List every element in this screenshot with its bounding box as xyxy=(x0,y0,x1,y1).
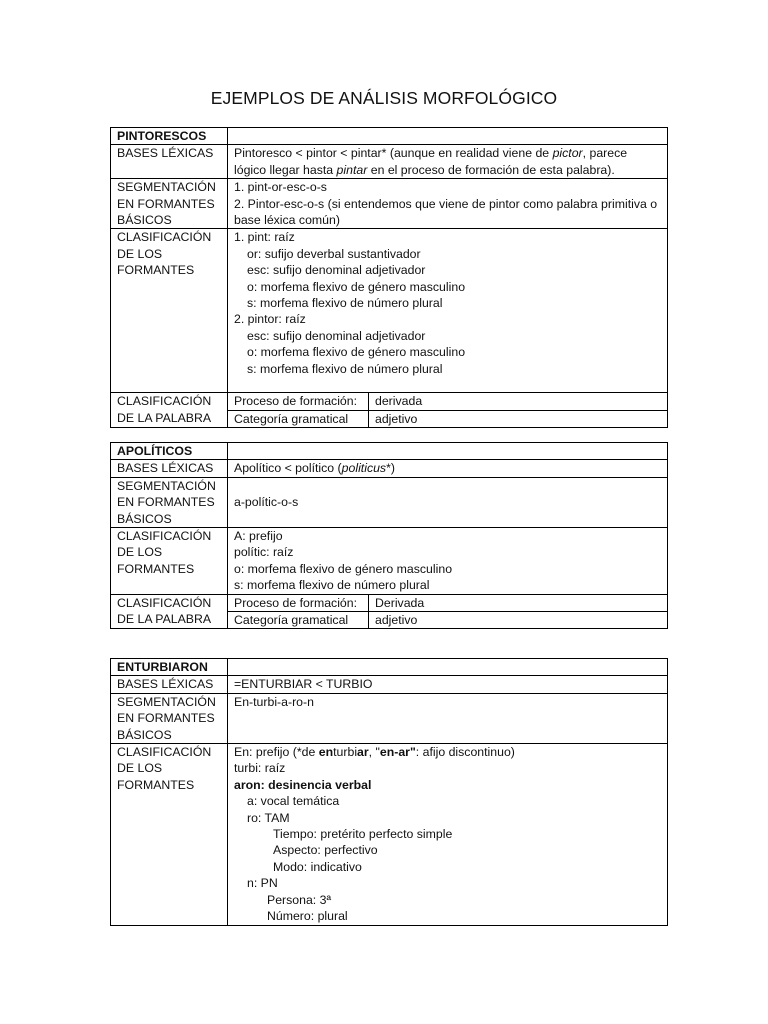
text-line: s: morfema flexivo de número plural xyxy=(247,296,443,311)
table-row xyxy=(228,393,667,410)
text-run: En: prefijo (*de xyxy=(234,745,319,760)
row-label: BASES LÉXICAS xyxy=(111,676,228,693)
page-title: EJEMPLOS DE ANÁLISIS MORFOLÓGICO xyxy=(210,88,558,108)
word-heading: ENTURBIARON xyxy=(111,659,228,676)
row-label: CLASIFICACIÓN DE LOS FORMANTES xyxy=(111,744,228,925)
row-label: BASES LÉXICAS xyxy=(111,460,228,477)
empty-cell xyxy=(228,659,668,676)
table-row xyxy=(111,393,668,428)
table-row xyxy=(111,145,668,179)
text-line: Persona: 3ª xyxy=(267,892,332,907)
formantes-cell xyxy=(228,528,668,595)
text-line: o: morfema flexivo de género masculino xyxy=(234,561,453,576)
text-line: a: vocal temática xyxy=(247,794,340,809)
text-line: 2. pintor: raíz xyxy=(234,312,306,327)
categoria-label: Categoría gramatical xyxy=(228,612,369,629)
text-run: turbi xyxy=(333,745,358,760)
table-row xyxy=(111,594,668,629)
empty-cell xyxy=(228,128,668,145)
row-label: CLASIFICACIÓN DE LOS FORMANTES xyxy=(111,528,228,595)
text-run: en xyxy=(318,745,334,760)
word-classification-table xyxy=(228,393,667,427)
table-row xyxy=(111,229,668,393)
text-line: Modo: indicativo xyxy=(273,859,362,874)
text-line: o: morfema flexivo de género masculino xyxy=(247,279,466,294)
proceso-value: Derivada xyxy=(375,595,425,610)
row-label: CLASIFICACIÓN DE LA PALABRA xyxy=(111,393,228,428)
row-label: SEGMENTACIÓN EN FORMANTES BÁSICOS xyxy=(111,179,228,229)
text-line: turbi: raíz xyxy=(234,761,286,776)
table-header-row xyxy=(111,443,668,460)
categoria-value: adjetivo xyxy=(369,612,668,629)
categoria-label: Categoría gramatical xyxy=(228,410,369,427)
text-run: en-ar" xyxy=(379,745,416,760)
text-run: Apolítico < político ( xyxy=(234,461,342,476)
proceso-label: Proceso de formación: xyxy=(228,393,369,410)
word-heading: APOLÍTICOS xyxy=(111,443,228,460)
text-line: o: morfema flexivo de género masculino xyxy=(247,345,466,360)
table-row xyxy=(111,477,668,527)
proceso-label: Proceso de formación: xyxy=(228,595,369,612)
text-line xyxy=(234,744,661,760)
text-line: 1. pint: raíz xyxy=(234,230,295,245)
text-line: n: PN xyxy=(247,876,278,891)
text-line: aron: desinencia verbal xyxy=(234,777,372,792)
text-run: politicus xyxy=(341,461,387,476)
table-apoliticos xyxy=(110,442,668,629)
formantes-cell xyxy=(228,744,668,925)
table-row xyxy=(111,460,668,477)
row-label: SEGMENTACIÓN EN FORMANTES BÁSICOS xyxy=(111,477,228,527)
table-row xyxy=(111,528,668,595)
text-line: s: morfema flexivo de número plural xyxy=(234,578,430,593)
categoria-value: adjetivo xyxy=(369,410,668,427)
table-row xyxy=(111,744,668,925)
table-enturbiaron xyxy=(110,658,668,926)
text-run: pintar xyxy=(336,162,368,177)
text-line: or: sufijo deverbal sustantivador xyxy=(247,246,421,261)
text-run: pictor xyxy=(552,146,583,161)
empty-cell xyxy=(228,443,668,460)
formantes-cell xyxy=(228,229,668,393)
text-line: Número: plural xyxy=(267,909,348,924)
text-line: s: morfema flexivo de número plural xyxy=(247,361,443,376)
segment-cell xyxy=(228,179,668,229)
proceso-value: derivada xyxy=(375,394,423,409)
segment-cell: En-turbi-a-ro-n xyxy=(228,693,668,743)
text-run: ar xyxy=(357,745,369,760)
text-line: ro: TAM xyxy=(247,810,290,825)
table-row xyxy=(228,595,667,612)
table-row xyxy=(228,612,667,629)
text-run: en el proceso de formación de esta palabra). xyxy=(367,162,615,177)
text-line: A: prefijo xyxy=(234,529,283,544)
table-row xyxy=(111,179,668,229)
text-line: esc: sufijo denominal adjetivador xyxy=(247,263,426,278)
row-label: CLASIFICACIÓN DE LOS FORMANTES xyxy=(111,229,228,393)
text-run: , " xyxy=(368,745,380,760)
text-run: : afijo discontinuo) xyxy=(415,745,515,760)
word-classification-table xyxy=(228,595,667,629)
row-label: BASES LÉXICAS xyxy=(111,145,228,179)
bases-cell xyxy=(228,460,668,477)
text-run: , parece lógico llegar hasta xyxy=(234,146,628,177)
text-line: Tiempo: pretérito perfecto simple xyxy=(273,827,453,842)
palabra-cell xyxy=(228,594,668,629)
text-line: 1. pint-or-esc-o-s xyxy=(234,180,327,195)
text-line: 2. Pintor-esc-o-s (si entendemos que viene de pintor como palabra primitiva o base léxica común) xyxy=(234,196,658,228)
word-heading: PINTORESCOS xyxy=(111,128,228,145)
row-label: CLASIFICACIÓN DE LA PALABRA xyxy=(111,594,228,629)
bases-cell xyxy=(228,145,668,179)
table-header-row xyxy=(111,659,668,676)
bases-cell: =ENTURBIAR < TURBIO xyxy=(228,676,668,693)
row-label: SEGMENTACIÓN EN FORMANTES BÁSICOS xyxy=(111,693,228,743)
table-row xyxy=(111,693,668,743)
text-line: Aspecto: perfectivo xyxy=(273,843,378,858)
palabra-cell xyxy=(228,393,668,428)
table-pintorescos xyxy=(110,127,668,428)
text-line: polític: raíz xyxy=(234,545,294,560)
segment-cell: a-polític-o-s xyxy=(228,477,668,527)
text-run: *) xyxy=(386,461,395,476)
table-header-row xyxy=(111,128,668,145)
text-line: esc: sufijo denominal adjetivador xyxy=(247,328,426,343)
table-row xyxy=(228,410,667,427)
text-run: Pintoresco < pintor < pintar* (aunque en realidad viene de xyxy=(234,146,553,161)
table-row xyxy=(111,676,668,693)
